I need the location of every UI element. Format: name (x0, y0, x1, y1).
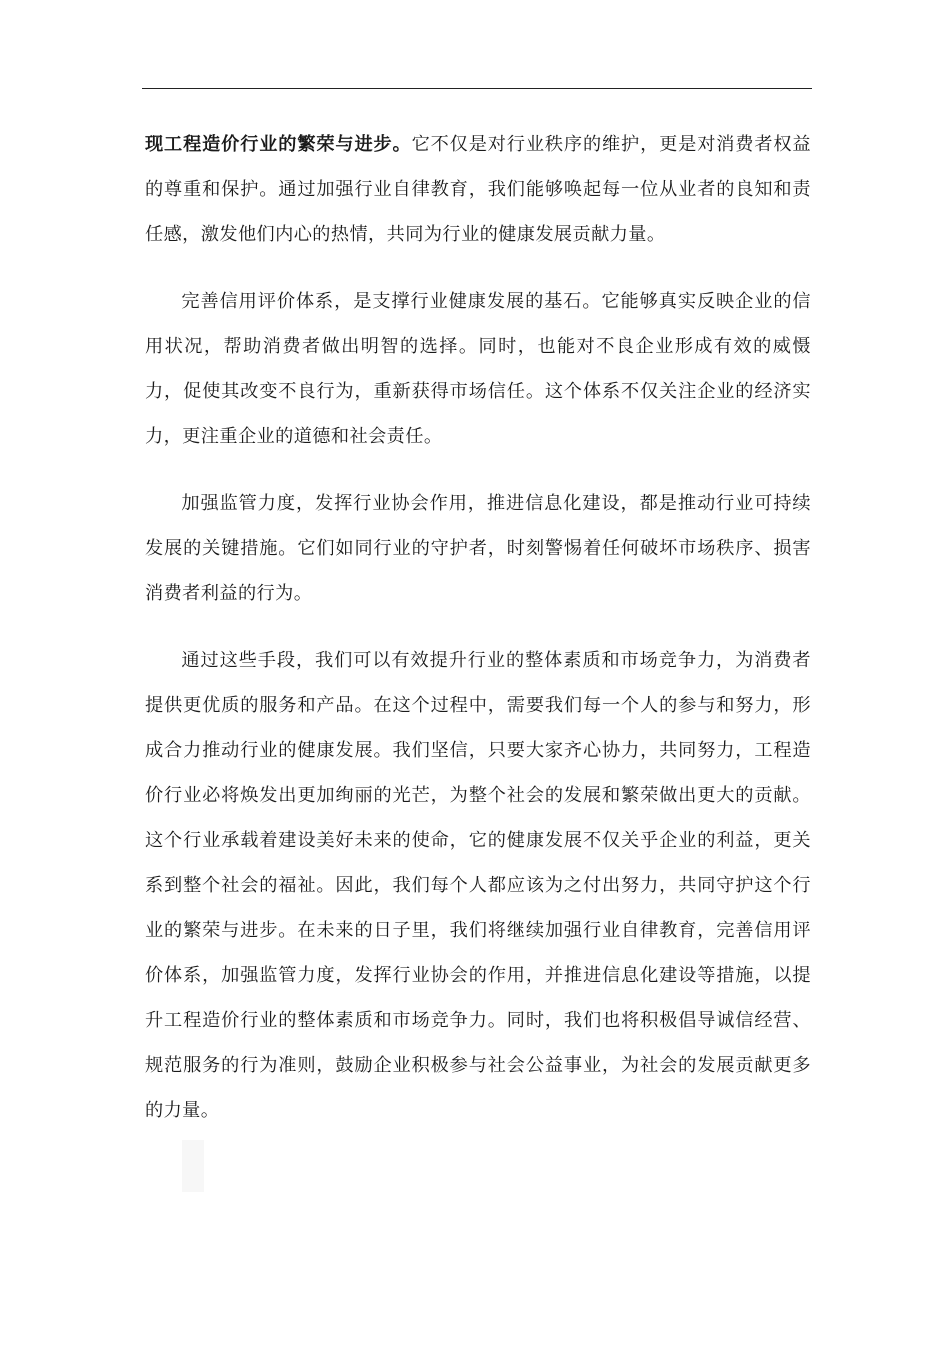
paragraph-1-text: 它不仅是对行业秩序的维护，更是对消费者权益的尊重和保护。通过加强行业自律教育，我们能够唤起每一位从业者的良知和责任感，激发他们内心的热情，共同为行业的健康发展贡献力量。 (145, 134, 811, 245)
paragraph-1 (145, 122, 811, 257)
header-rule (142, 88, 812, 89)
paragraph-1-lead: 现工程造价行业的繁荣与进步。 (145, 134, 412, 155)
paragraph-4: 通过这些手段，我们可以有效提升行业的整体素质和市场竞争力，为消费者提供更优质的服务和产品。在这个过程中，需要我们每一个人的参与和努力，形成合力推动行业的健康发展。我们坚信，只要大家齐心协力，共同努力，工程造价行业必将焕发出更加绚丽的光芒，为整个社会的发展和繁荣做出更大的贡献。这个行业承载着建设美好未来的使命，它的健康发展不仅关乎企业的利益，更关系到整个社会的福祉。因此，我们每个人都应该为之付出努力，共同守护这个行业的繁荣与进步。在未来的日子里，我们将继续加强行业自律教育，完善信用评价体系，加强监管力度，发挥行业协会的作用，并推进信息化建设等措施，以提升工程造价行业的整体素质和市场竞争力。同时，我们也将积极倡导诚信经营、规范服务的行为准则，鼓励企业积极参与社会公益事业，为社会的发展贡献更多的力量。 (145, 650, 811, 1121)
document-body (145, 122, 811, 1155)
paragraph-3: 加强监管力度，发挥行业协会作用，推进信息化建设，都是推动行业可持续发展的关键措施。它们如同行业的守护者，时刻警惕着任何破坏市场秩序、损害消费者利益的行为。 (145, 493, 811, 604)
paragraph-2: 完善信用评价体系，是支撑行业健康发展的基石。它能够真实反映企业的信用状况，帮助消费者做出明智的选择。同时，也能对不良企业形成有效的威慑力，促使其改变不良行为，重新获得市场信任。这个体系不仅关注企业的经济实力，更注重企业的道德和社会责任。 (145, 291, 811, 447)
scan-artifact (182, 1140, 204, 1192)
